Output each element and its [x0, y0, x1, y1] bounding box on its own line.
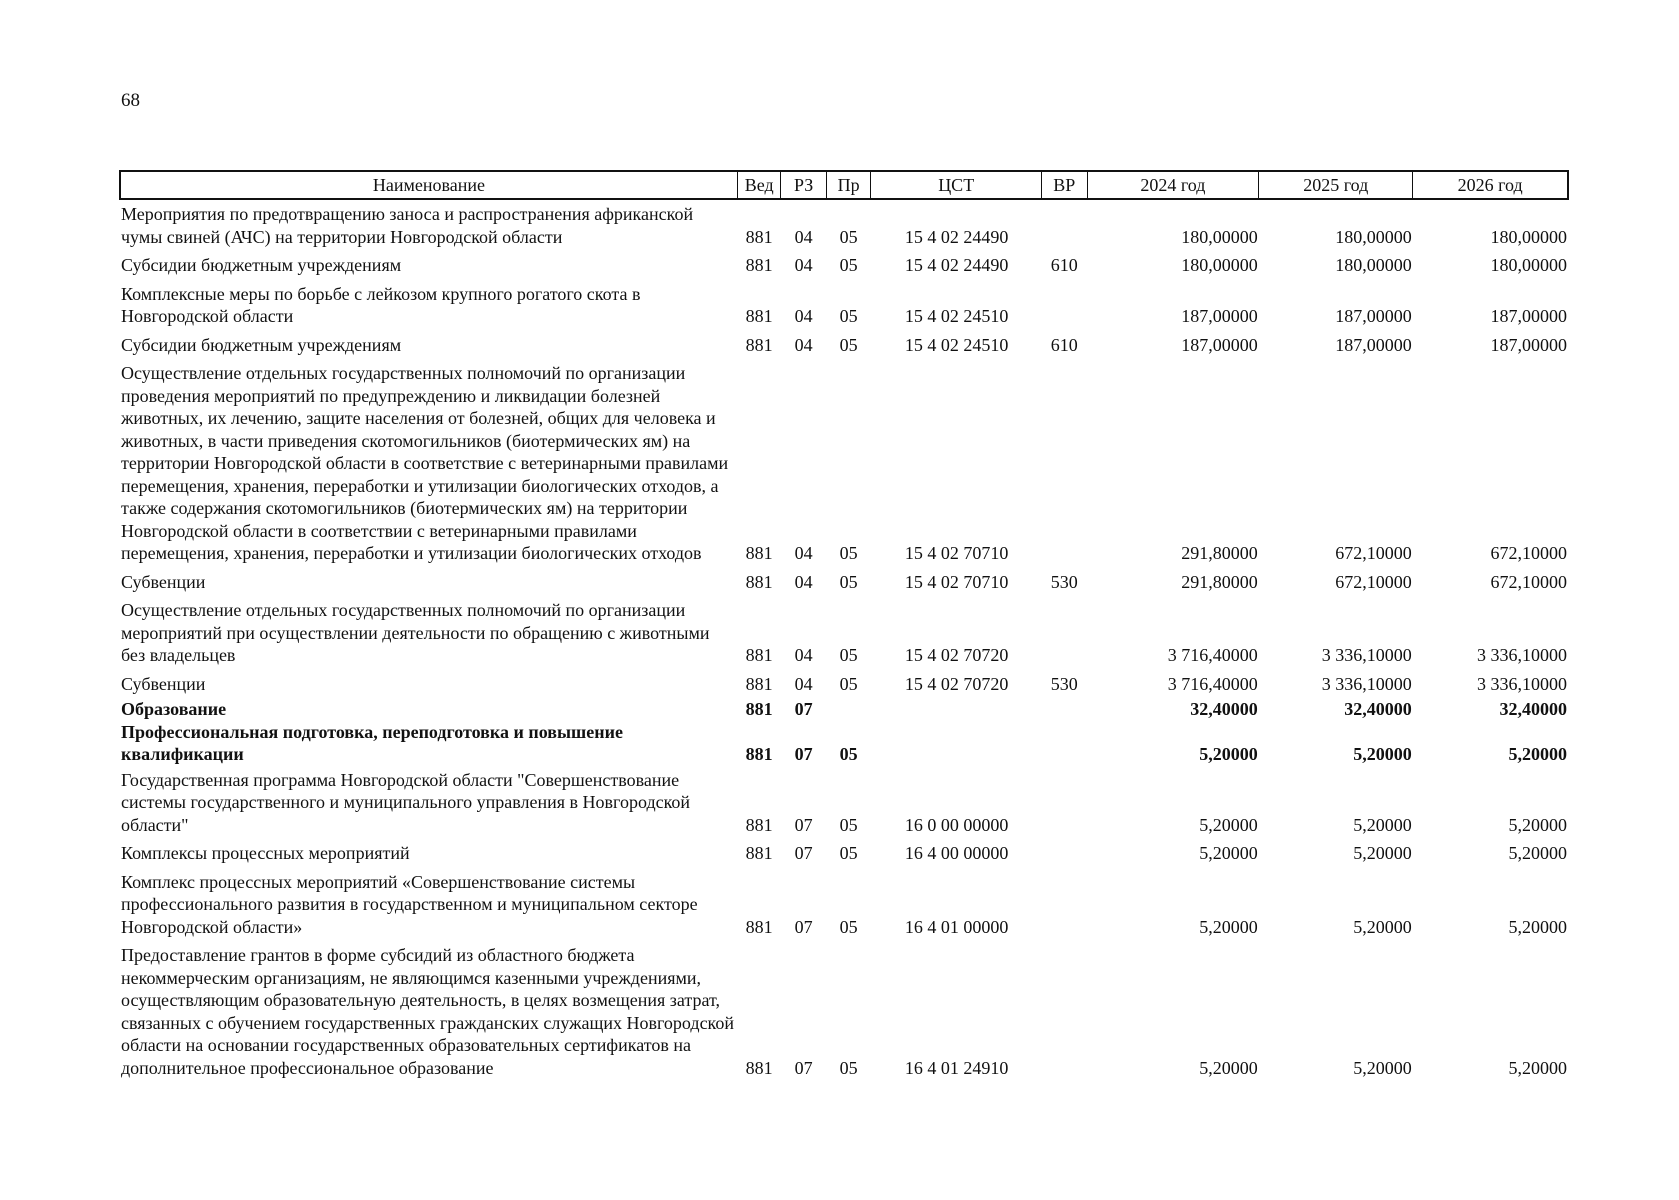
- cell-pr: 05: [839, 226, 858, 247]
- cell-2025: 5,20000: [1353, 814, 1412, 835]
- cell-pr: 05: [839, 571, 858, 592]
- cell-2024: 180,00000: [1181, 255, 1258, 275]
- table-row: [120, 199, 1568, 251]
- column-header-vr: ВР: [1042, 171, 1088, 199]
- cell-cst: 15 4 02 70710: [904, 571, 1009, 592]
- cell-2025: 3 336,10000: [1321, 673, 1412, 694]
- cell-cst: 15 4 02 24510: [904, 334, 1009, 355]
- cell-vr: 610: [1050, 334, 1078, 355]
- table-row: [120, 596, 1568, 670]
- cell-2024: 3 716,40000: [1167, 645, 1258, 665]
- table-body: [120, 199, 1568, 1082]
- cell-cst: 16 4 00 00000: [904, 843, 1009, 863]
- cell-pr: 05: [839, 334, 858, 355]
- cell-rz: 04: [794, 334, 813, 355]
- cell-2025: 672,10000: [1335, 571, 1412, 592]
- cell-2026: 5,20000: [1508, 916, 1567, 937]
- cell-vr: 530: [1050, 571, 1078, 592]
- cell-rz: 04: [794, 673, 813, 694]
- cell-pr: 05: [839, 916, 858, 937]
- cell-2024: 180,00000: [1181, 226, 1258, 247]
- cell-ved: 881: [745, 744, 773, 764]
- cell-2024: 32,40000: [1190, 699, 1258, 719]
- cell-rz: 07: [794, 699, 813, 719]
- cell-ved: 881: [745, 699, 773, 719]
- cell-name: Государственная программа Новгородской области "Совершенствование системы государственного и муниципального управления в Новгородской области": [121, 769, 691, 835]
- budget-table: [119, 170, 1569, 1082]
- cell-pr: 05: [839, 843, 858, 863]
- cell-pr: 05: [839, 645, 858, 665]
- cell-ved: 881: [745, 334, 773, 355]
- cell-vr: [1042, 280, 1088, 331]
- cell-cst: 16 4 01 00000: [904, 916, 1009, 937]
- column-header-cst: ЦСТ: [871, 171, 1042, 199]
- cell-name: Субвенции: [121, 571, 206, 592]
- cell-vr: [1042, 868, 1088, 942]
- cell-cst: 16 4 01 24910: [904, 1057, 1009, 1078]
- table-row: [120, 280, 1568, 331]
- cell-2026: 5,20000: [1508, 744, 1567, 764]
- cell-rz: 07: [794, 814, 813, 835]
- cell-vr: [1042, 698, 1088, 721]
- table-row: [120, 568, 1568, 597]
- cell-2026: 180,00000: [1490, 255, 1567, 275]
- cell-name: Комплексы процессных мероприятий: [121, 843, 410, 863]
- cell-rz: 04: [794, 571, 813, 592]
- cell-pr: [826, 698, 870, 721]
- cell-ved: 881: [745, 843, 773, 863]
- cell-rz: 04: [794, 226, 813, 247]
- cell-rz: 04: [794, 255, 813, 275]
- cell-2025: 3 336,10000: [1321, 645, 1412, 665]
- cell-cst: [871, 698, 1042, 721]
- cell-name: Субсидии бюджетным учреждениям: [121, 334, 402, 355]
- cell-cst: 15 4 02 24490: [904, 255, 1009, 275]
- column-header-ved: Вед: [737, 171, 780, 199]
- cell-vr: [1042, 199, 1088, 251]
- cell-rz: 04: [794, 306, 813, 326]
- cell-rz: 07: [794, 916, 813, 937]
- cell-rz: 07: [794, 1057, 813, 1078]
- cell-2026: 3 336,10000: [1477, 645, 1567, 665]
- cell-2026: 5,20000: [1508, 814, 1567, 835]
- cell-cst: 16 0 00 00000: [904, 814, 1009, 835]
- cell-2024: 291,80000: [1181, 543, 1258, 563]
- table-row: [120, 698, 1568, 721]
- column-header-2026: 2026 год: [1413, 171, 1568, 199]
- cell-rz: 07: [794, 843, 813, 863]
- cell-2025: 5,20000: [1353, 916, 1412, 937]
- cell-vr: [1042, 766, 1088, 840]
- cell-2025: 5,20000: [1353, 843, 1412, 863]
- table-row: [120, 941, 1568, 1082]
- cell-vr: 610: [1050, 255, 1078, 275]
- cell-2024: 5,20000: [1199, 814, 1258, 835]
- cell-pr: 05: [839, 543, 858, 563]
- cell-2025: 32,40000: [1344, 699, 1412, 719]
- cell-cst: 15 4 02 70720: [904, 645, 1009, 665]
- cell-2026: 5,20000: [1508, 1057, 1567, 1078]
- cell-cst: 15 4 02 70720: [904, 673, 1009, 694]
- cell-2025: 180,00000: [1335, 255, 1412, 275]
- cell-pr: 05: [839, 1057, 858, 1078]
- cell-name: Образование: [121, 699, 227, 719]
- cell-pr: 05: [839, 255, 858, 275]
- cell-2026: 32,40000: [1499, 699, 1567, 719]
- cell-ved: 881: [745, 543, 773, 563]
- table-row: [120, 766, 1568, 840]
- table-row: [120, 721, 1568, 766]
- cell-ved: 881: [745, 673, 773, 694]
- table-row: [120, 868, 1568, 942]
- cell-ved: 881: [745, 226, 773, 247]
- cell-2024: 187,00000: [1181, 334, 1258, 355]
- cell-2025: 187,00000: [1335, 334, 1412, 355]
- cell-name: Профессиональная подготовка, переподготовка и повышение квалификации: [121, 721, 623, 764]
- cell-vr: [1042, 721, 1088, 766]
- table-row: [120, 839, 1568, 868]
- cell-pr: 05: [839, 814, 858, 835]
- cell-2024: 5,20000: [1199, 1057, 1258, 1078]
- cell-pr: 05: [839, 673, 858, 694]
- cell-pr: 05: [839, 744, 858, 764]
- cell-cst: [871, 721, 1042, 766]
- cell-ved: 881: [745, 916, 773, 937]
- cell-vr: [1042, 839, 1088, 868]
- cell-2025: 5,20000: [1353, 1057, 1412, 1078]
- cell-ved: 881: [745, 1057, 773, 1078]
- column-header-pr: Пр: [826, 171, 870, 199]
- cell-name: Предоставление грантов в форме субсидий из областного бюджета некоммерческим организациям, не являющимся казенными учреждениями, осуществляющим образовательную деятельность, в целях возмещения затрат, связанных с обучением государственных гражданских служащих Новгородской области на основании государственных образовательных сертификатов на дополнительное профессиональное образование: [121, 945, 735, 1078]
- cell-2024: 3 716,40000: [1167, 673, 1258, 694]
- cell-name: Субсидии бюджетным учреждениям: [121, 255, 402, 275]
- cell-cst: 15 4 02 70710: [904, 543, 1009, 563]
- cell-2026: 187,00000: [1490, 306, 1567, 326]
- cell-ved: 881: [745, 255, 773, 275]
- cell-name: Осуществление отдельных государственных полномочий по организации мероприятий при осуществлении деятельности по обращению с животными без владельцев: [121, 600, 710, 665]
- table-row: [120, 331, 1568, 360]
- cell-2026: 187,00000: [1490, 334, 1567, 355]
- cell-2024: 187,00000: [1181, 306, 1258, 326]
- column-header-2024: 2024 год: [1087, 171, 1259, 199]
- cell-2024: 5,20000: [1199, 843, 1258, 863]
- column-header-name: Наименование: [120, 171, 737, 199]
- cell-2025: 180,00000: [1335, 226, 1412, 247]
- cell-2026: 5,20000: [1508, 843, 1567, 863]
- cell-ved: 881: [745, 306, 773, 326]
- cell-2026: 3 336,10000: [1477, 673, 1567, 694]
- cell-name: Комплексные меры по борьбе с лейкозом крупного рогатого скота в Новгородской области: [121, 283, 641, 326]
- cell-2024: 291,80000: [1181, 571, 1258, 592]
- cell-2025: 187,00000: [1335, 306, 1412, 326]
- cell-cst: 15 4 02 24490: [904, 226, 1009, 247]
- cell-2026: 180,00000: [1490, 226, 1567, 247]
- cell-rz: 04: [794, 645, 813, 665]
- table-row: [120, 670, 1568, 699]
- cell-2026: 672,10000: [1490, 571, 1567, 592]
- cell-rz: 04: [794, 543, 813, 563]
- table-row: [120, 251, 1568, 280]
- cell-pr: 05: [839, 306, 858, 326]
- cell-2026: 672,10000: [1490, 543, 1567, 563]
- cell-name: Мероприятия по предотвращению заноса и распространения африканской чумы свиней (АЧС) на территории Новгородской области: [121, 204, 694, 247]
- cell-name: Осуществление отдельных государственных полномочий по организации проведения мероприятий по предупреждению и ликвидации болезней животных, их лечению, защите населения от болезней, общих для человека и животных, в части приведения скотомогильников (биотермических ям) на территории Новгородской области в соответствие с ветеринарными правилами перемещения, хранения, переработки и утилизации биологических отходов, а также содержания скотомогильников (биотермических ям) на территории Новгородской области в соответствии с ветеринарными правилами перемещения, хранения, переработки и утилизации биологических отходов: [121, 363, 729, 563]
- cell-vr: 530: [1050, 673, 1078, 694]
- cell-ved: 881: [745, 645, 773, 665]
- cell-ved: 881: [745, 814, 773, 835]
- cell-vr: [1042, 941, 1088, 1082]
- column-header-2025: 2025 год: [1259, 171, 1413, 199]
- cell-name: Комплекс процессных мероприятий «Совершенствование системы профессионального развития в государственном и муниципальном секторе Новгородской области»: [121, 871, 698, 937]
- table-header-row: [120, 171, 1568, 199]
- cell-2024: 5,20000: [1199, 916, 1258, 937]
- cell-rz: 07: [794, 744, 813, 764]
- cell-name: Субвенции: [121, 673, 206, 694]
- cell-vr: [1042, 359, 1088, 568]
- cell-vr: [1042, 596, 1088, 670]
- cell-2025: 5,20000: [1353, 744, 1412, 764]
- cell-2024: 5,20000: [1199, 744, 1258, 764]
- cell-ved: 881: [745, 571, 773, 592]
- page-number: 68: [121, 90, 140, 111]
- table-row: [120, 359, 1568, 568]
- column-header-rz: РЗ: [781, 171, 827, 199]
- cell-cst: 15 4 02 24510: [904, 306, 1009, 326]
- cell-2025: 672,10000: [1335, 543, 1412, 563]
